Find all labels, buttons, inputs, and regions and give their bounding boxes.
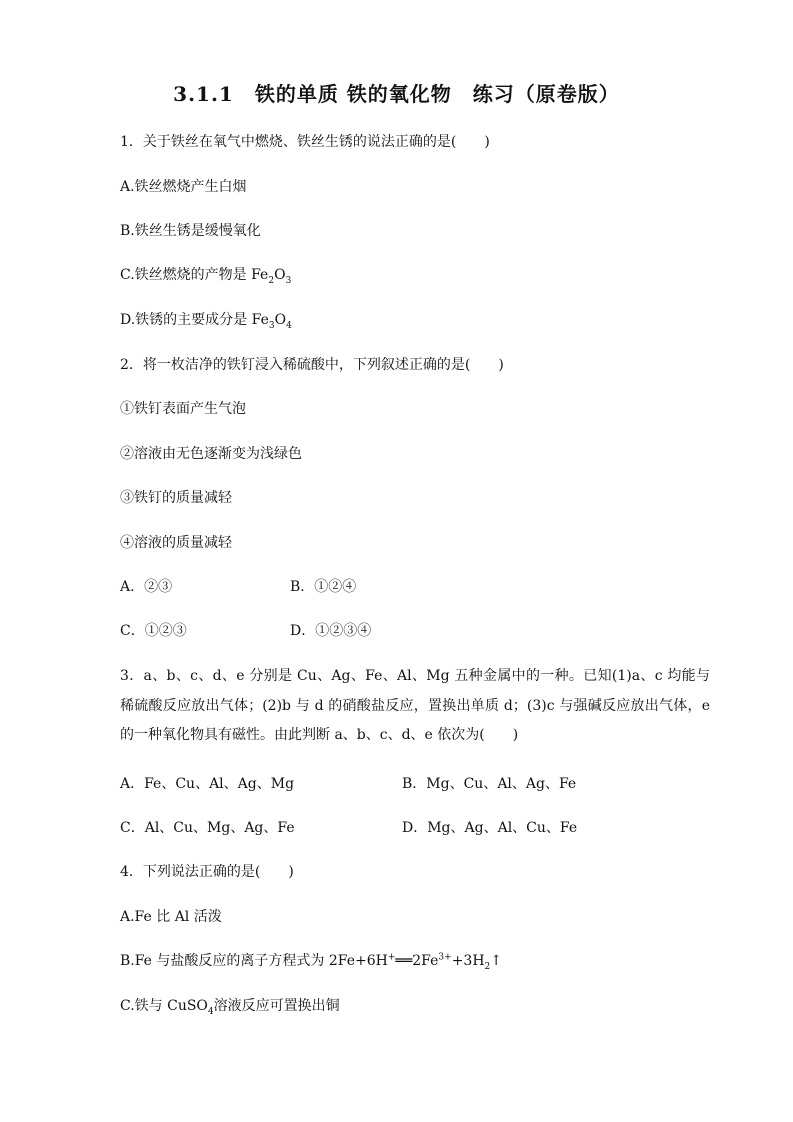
question-1-option-b: B.铁丝生锈是缓慢氧化 (120, 223, 261, 239)
question-1-stem: 1．关于铁丝在氧气中燃烧、铁丝生锈的说法正确的是( ) (120, 134, 490, 150)
question-3-option-c: C．Al、Cu、Mg、Ag、Fe (120, 820, 295, 836)
question-4-stem: 4．下列说法正确的是( ) (120, 864, 294, 880)
question-4-option-b: B.Fe 与盐酸反应的离子方程式为 $2Fe+6H^+══2Fe^{3+}+3H_2↑$ (120, 952, 503, 972)
question-3-option-d: D．Mg、Ag、Al、Cu、Fe (402, 820, 578, 836)
question-1-option-d: D.铁锈的主要成分是 $Fe_3O_4$ (120, 312, 292, 331)
question-2-statement-3: ③铁钉的质量减轻 (120, 490, 232, 506)
question-2-statement-4: ④溶液的质量减轻 (120, 535, 232, 551)
question-1-option-c: C.铁丝燃烧的产物是 $Fe_2O_3$ (120, 267, 292, 286)
question-4-option-a: A.Fe 比 Al 活泼 (120, 909, 222, 925)
question-2-statement-1: ①铁钉表面产生气泡 (120, 401, 246, 417)
question-4-option-c: C.铁与 CuSO$_4$溶液反应可置换出铜 (120, 998, 340, 1017)
question-2-option-c: C．①②③ (120, 623, 187, 639)
page-title: 3.1.1 铁的单质 铁的氧化物 练习（原卷版） (173, 82, 620, 106)
question-3-stem: 3．a、b、c、d、e 分别是 Cu、Ag、Fe、Al、Mg 五种金属中的一种。已知(1)a、c 均能与稀硫酸反应放出气体；(2)b 与 d 的硝酸盐反应，置换出单质 d；(3)c 与强碱反应放出气体，e 的一种氧化物具有磁性。由此判断 a、b、c、d、e 依次为( ) (120, 668, 710, 743)
question-1-option-a: A.铁丝燃烧产生白烟 (120, 179, 247, 195)
question-2-option-d: D．①②③④ (290, 623, 372, 639)
question-2-stem: 2．将一枚洁净的铁钉浸入稀硫酸中，下列叙述正确的是( ) (120, 357, 504, 373)
question-3-option-b: B．Mg、Cu、Al、Ag、Fe (402, 776, 577, 792)
question-2-option-b: B．①②④ (290, 579, 357, 595)
question-2-statement-2: ②溶液由无色逐渐变为浅绿色 (120, 446, 302, 462)
question-2-option-a: A．②③ (120, 579, 173, 595)
question-3-option-a: A．Fe、Cu、Al、Ag、Mg (120, 776, 295, 792)
